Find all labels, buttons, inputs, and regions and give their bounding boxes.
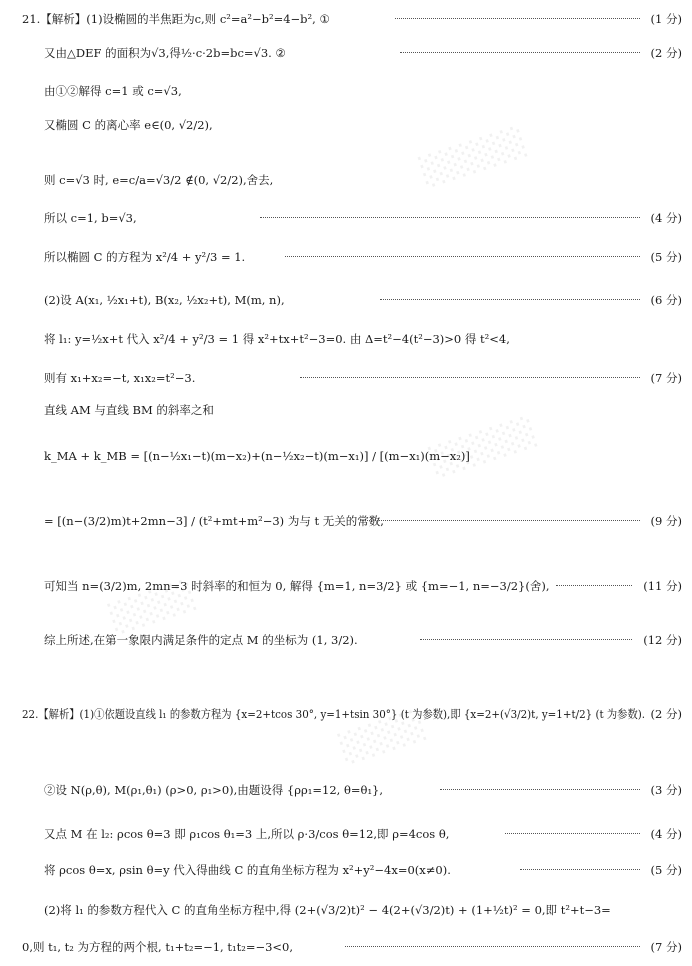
solution-line	[0, 42, 692, 64]
dot-leader	[505, 833, 640, 834]
solution-text: 所以 c=1, b=√3,	[44, 211, 137, 225]
dot-leader	[285, 256, 640, 257]
solution-text: 将 ρcos θ=x, ρsin θ=y 代入得曲线 C 的直角坐标方程为 x²+y²−4x=0(x≠0).	[44, 863, 451, 877]
dot-leader	[345, 946, 640, 947]
solution-text: 由①②解得 c=1 或 c=√3,	[44, 84, 182, 98]
solution-text: (2)设 A(x₁, ½x₁+t), B(x₂, ½x₂+t), M(m, n),	[44, 293, 285, 307]
solution-line	[0, 246, 692, 268]
solution-line	[0, 510, 692, 532]
watermark-mark: ░░░░░	[417, 124, 531, 189]
solution-line	[0, 445, 692, 467]
solution-line	[0, 779, 692, 801]
score-points: (7 分)	[650, 940, 682, 954]
score-points: (4 分)	[650, 827, 682, 841]
solution-text: 直线 AM 与直线 BM 的斜率之和	[44, 403, 214, 417]
watermark-mark: ░░░░	[107, 577, 200, 636]
score-points: (12 分)	[643, 633, 682, 647]
score-points: (4 分)	[650, 211, 682, 225]
solution-line	[0, 207, 692, 229]
solution-text: (2)将 l₁ 的参数方程代入 C 的直角坐标方程中,得 (2+(√3/2)t)² − 4(2+(√3/2)t) + (1+½t)² = 0,即 t²+t−3=	[44, 903, 611, 917]
dot-leader	[395, 18, 640, 19]
solution-line	[0, 703, 692, 725]
solution-text: 21.【解析】(1)设椭圆的半焦距为c,则 c²=a²−b²=4−b², ①	[22, 12, 330, 26]
solution-text: 又点 M 在 l₂: ρcos θ=3 即 ρ₁cos θ₁=3 上,所以 ρ·3/cos θ=12,即 ρ=4cos θ,	[44, 827, 450, 841]
solution-line	[0, 575, 692, 597]
watermark-mark: ░░░░░	[427, 414, 541, 479]
dot-leader	[440, 789, 640, 790]
score-points: (3 分)	[650, 783, 682, 797]
solution-line	[0, 399, 692, 421]
dot-leader	[556, 585, 632, 586]
watermark-mark: ░░░░	[337, 707, 430, 766]
solution-text: ②设 N(ρ,θ), M(ρ₁,θ₁) (ρ>0, ρ₁>0),由题设得 {ρρ₁=12, θ=θ₁},	[44, 783, 384, 797]
dot-leader	[260, 217, 640, 218]
score-points: (6 分)	[650, 293, 682, 307]
score-points: (2 分)	[650, 46, 682, 60]
solution-text: 综上所述,在第一象限内满足条件的定点 M 的坐标为 (1, 3/2).	[44, 633, 358, 647]
solution-line	[0, 169, 692, 191]
dot-leader	[420, 639, 632, 640]
score-points: (1 分)	[650, 12, 682, 26]
solution-line	[0, 328, 692, 350]
solution-line	[0, 114, 692, 136]
solution-line	[0, 80, 692, 102]
score-points: (5 分)	[650, 250, 682, 264]
solution-line	[0, 8, 692, 30]
score-points: (11 分)	[643, 579, 682, 593]
score-points: (7 分)	[650, 371, 682, 385]
solution-text: 则有 x₁+x₂=−t, x₁x₂=t²−3.	[44, 371, 196, 385]
solution-text: 22.【解析】(1)①依题设直线 l₁ 的参数方程为 {x=2+tcos 30°, y=1+tsin 30°} (t 为参数),即 {x=2+(√3/2)t, y=1+t/2} (t 为参数).	[22, 707, 646, 721]
score-points: (5 分)	[650, 863, 682, 877]
dot-leader	[362, 520, 640, 521]
solution-line	[0, 367, 692, 389]
solution-text: k_MA + k_MB = [(n−½x₁−t)(m−x₂)+(n−½x₂−t)(m−x₁)] / [(m−x₁)(m−x₂)]	[44, 449, 470, 463]
dot-leader	[300, 377, 640, 378]
dot-leader	[400, 52, 640, 53]
dot-leader	[380, 299, 640, 300]
solution-line	[0, 823, 692, 845]
solution-text: 可知当 n=(3/2)m, 2mn=3 时斜率的和恒为 0, 解得 {m=1, n=3/2} 或 {m=−1, n=−3/2}(舍),	[44, 579, 550, 593]
score-points: (9 分)	[650, 514, 682, 528]
solution-text: 0,则 t₁, t₂ 为方程的两个根, t₁+t₂=−1, t₁t₂=−3<0,	[22, 940, 294, 954]
score-points: (2 分)	[650, 707, 682, 721]
solution-text: = [(n−(3/2)m)t+2mn−3] / (t²+mt+m²−3) 为与 t 无关的常数,	[44, 514, 384, 528]
solution-line	[0, 289, 692, 311]
solution-text: 又由△DEF 的面积为√3,得½·c·2b=bc=√3. ②	[44, 46, 286, 60]
solution-line	[0, 629, 692, 651]
solution-text: 所以椭圆 C 的方程为 x²/4 + y²/3 = 1.	[44, 250, 246, 264]
solution-text: 将 l₁: y=½x+t 代入 x²/4 + y²/3 = 1 得 x²+tx+t²−3=0. 由 Δ=t²−4(t²−3)>0 得 t²<4,	[44, 332, 510, 346]
solution-text: 又椭圆 C 的离心率 e∈(0, √2/2),	[44, 118, 213, 132]
solution-line	[0, 899, 692, 921]
dot-leader	[520, 869, 640, 870]
solution-line	[0, 936, 692, 958]
solution-text: 则 c=√3 时, e=c/a=√3/2 ∉(0, √2/2),舍去,	[44, 173, 274, 187]
solution-line	[0, 859, 692, 881]
